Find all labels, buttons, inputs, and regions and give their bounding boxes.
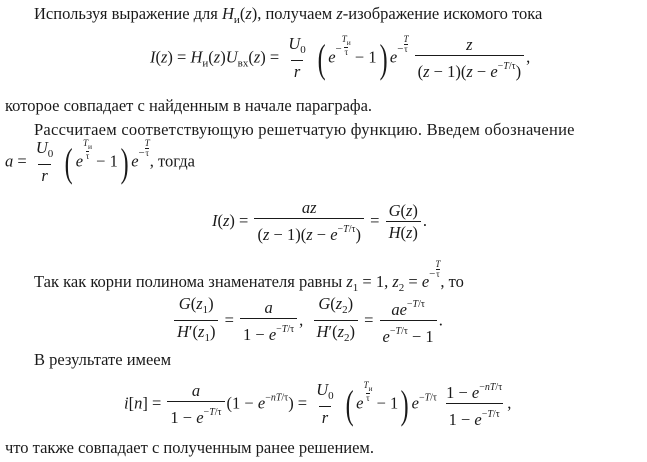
paragraph-1: Используя выражение для $H_и(z)$, получаем z-изображение искомого тока: [34, 4, 543, 26]
paragraph-4: Так как корни полинома знаменателя равны $z_1 = 1$, $z_2 = e-$ $\frac{T}{\tau}$ , то: [34, 259, 464, 294]
equation-a: a = $\frac{U_0}{r}$ ( e $T_и$ τ − 1) e− $\frac{T}{\tau}$ , тогда: [5, 138, 195, 185]
paragraph-5: В результате имеем: [34, 350, 172, 369]
equation-4: i[n] = $\frac{a}{1 - e^{-T/\tau}}$ $(1 - e^{-nT/\tau})$ = $\frac{U_0}{r}$ ( e $T_и$ τ − 1) $e^{-T/\tau}$ $\frac{1 - e^{-nT/\tau}}{1 - e^{-T/\tau}}$ ,: [124, 380, 512, 429]
paragraph-3: Рассчитаем соответствующую решетчатую функцию. Введем обозначение: [34, 120, 575, 139]
paragraph-2: которое совпадает с найденным в начале параграфа.: [5, 96, 373, 115]
equation-3: $\frac{G(z_1)}{H'(z_1)}$ = $\frac{a}{1 - e^{-T/\tau}}$ , $\frac{G(z_2)}{H'(z_2)}$ = $\frac{ae^{-T/\tau}}{e^{-T/\tau} - 1}$ .: [172, 294, 443, 349]
equation-2: I(z) = $\frac{az}{(z - 1)(z - e^{-T/\tau})}$ = $\frac{G(z)}{H(z)}$ .: [212, 198, 428, 244]
equation-1: $I(z) = H_и(z)U_{вх}(z)$ = $\frac{U_0}{r}$ ( e− $T_и$ τ − 1) e− $\frac{T}{\tau}$ $\frac{z}{(z - 1)(z - e^{-T/\tau})}$ ,: [150, 34, 531, 81]
paragraph-6: что также совпадает с полученным ранее решением.: [5, 438, 375, 457]
